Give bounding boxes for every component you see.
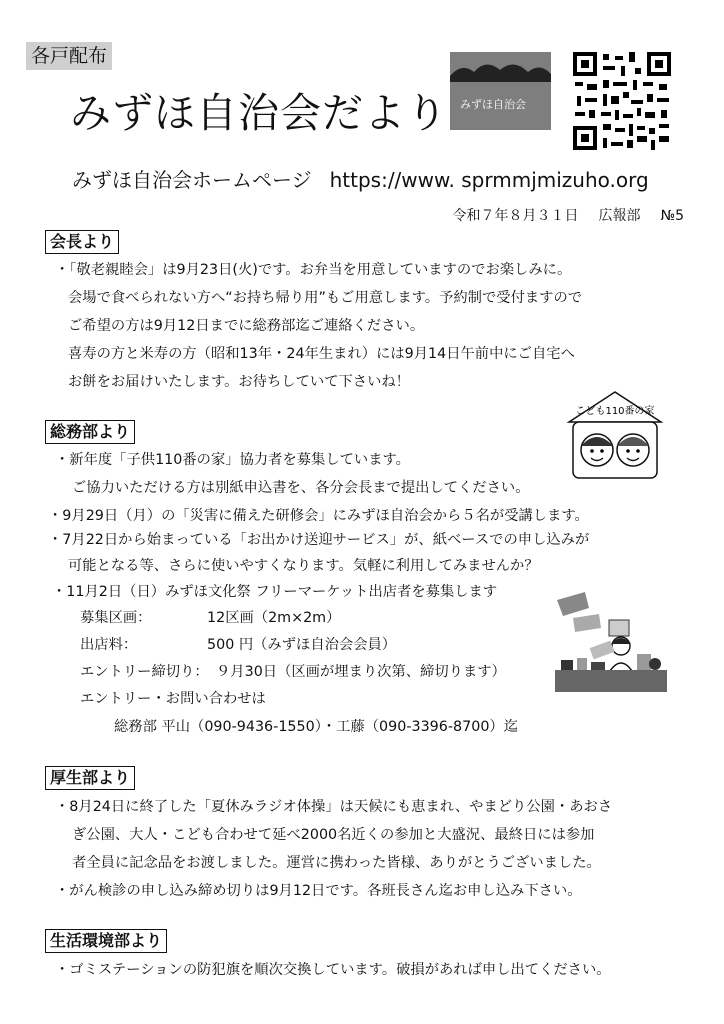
chairman-line: ・「敬老親睦会」は9月23日(火)です。お弁当を用意していますのでお楽しみに。 — [55, 262, 572, 278]
homepage-label: みずほ自治会ホームページ — [72, 168, 312, 192]
general-affairs-contact: 総務部 平山（090-9436-1550）・工藤（090-3396-8700）迄 — [114, 719, 519, 735]
detail-value: ９月30日（区画が埋まり次第、締切ります） — [216, 664, 506, 680]
department: 広報部 — [598, 208, 641, 224]
issue-info — [453, 206, 684, 226]
detail-value: 500 円（みずほ自治会会員） — [207, 637, 397, 653]
section-heading-general-affairs: 総務部より — [45, 420, 135, 444]
chairman-line: お餅をお届けいたします。お待ちしていて下さいね！ — [68, 374, 410, 390]
chairman-line: 喜寿の方と米寿の方（昭和13年・24年生まれ）には9月14日午前中にご自宅へ — [68, 346, 575, 362]
chairman-line: 会場で食べられない方へ“お持ち帰り用”もご用意します。予約制で受付ますので — [68, 290, 583, 306]
detail-label: エントリー締切り： — [80, 664, 209, 680]
detail-label: 出店料： — [80, 637, 138, 653]
issue-date: 令和７年８月３１日 — [452, 208, 579, 224]
homepage-line — [72, 167, 649, 193]
environment-line: ・ゴミステーションの防犯旗を順次交換しています。破損があれば申し出てください。 — [55, 962, 611, 978]
kodomo-110-label: こども110番の家 — [575, 406, 655, 417]
detail-value: 12区画（2m×2m） — [207, 610, 341, 626]
logo-text: みずほ自治会 — [460, 98, 526, 111]
general-affairs-line: ・新年度「子供110番の家」協力者を募集しています。 — [55, 452, 410, 468]
qr-code[interactable] — [573, 52, 671, 150]
welfare-line: ・がん検診の申し込み締め切りは9月12日です。各班長さん迄お申し込み下さい。 — [55, 883, 582, 899]
newsletter-title: みずほ自治会だより — [70, 89, 448, 137]
association-logo — [450, 52, 551, 130]
distribution-tag: 各戸配布 — [26, 42, 112, 70]
logo-graphic — [450, 52, 551, 130]
children-110-graphic — [565, 388, 665, 482]
welfare-line: ・8月24日に終了した「夏休みラジオ体操」は天候にも恵まれ、やまどり公園・あおさ — [55, 799, 613, 815]
general-affairs-line: ご協力いただける方は別紙申込書を、各分会長まで提出してください。 — [72, 480, 530, 496]
welfare-line: ぎ公園、大人・こども合わせて延べ2000名近くの参加と大盛況、最終日には参加 — [72, 827, 595, 843]
flea-market-graphic — [555, 590, 667, 694]
general-affairs-line: ・9月29日（月）の「災害に備えた研修会」にみずほ自治会から５名が受講します。 — [48, 508, 589, 524]
issue-number: №5 — [660, 208, 684, 224]
general-affairs-line: ・11月2日（日）みずほ文化祭 フリーマーケット出店者を募集します — [52, 584, 498, 600]
kodomo-110-illustration — [565, 388, 665, 482]
general-affairs-line: 可能となる等、さらに使いやすくなります。気軽に利用してみませんか？ — [68, 558, 539, 574]
section-heading-chairman: 会長より — [45, 230, 119, 254]
homepage-url[interactable]: https://www. sprmmjmizuho.org — [329, 168, 649, 192]
general-affairs-line: ・7月22日から始まっている「お出かけ送迎サービス」が、紙ベースでの申し込みが — [48, 532, 590, 548]
section-heading-welfare: 厚生部より — [45, 766, 135, 790]
qr-code-graphic — [573, 52, 671, 150]
chairman-line: ご希望の方は9月12日までに総務部迄ご連絡ください。 — [68, 318, 425, 334]
general-affairs-line: エントリー・お問い合わせは — [80, 691, 266, 707]
detail-label: 募集区画： — [80, 610, 152, 626]
welfare-line: 者全員に記念品をお渡しました。運営に携わった皆様、ありがとうございました。 — [72, 855, 601, 871]
flea-market-illustration — [555, 590, 667, 694]
section-heading-environment: 生活環境部より — [45, 929, 167, 953]
